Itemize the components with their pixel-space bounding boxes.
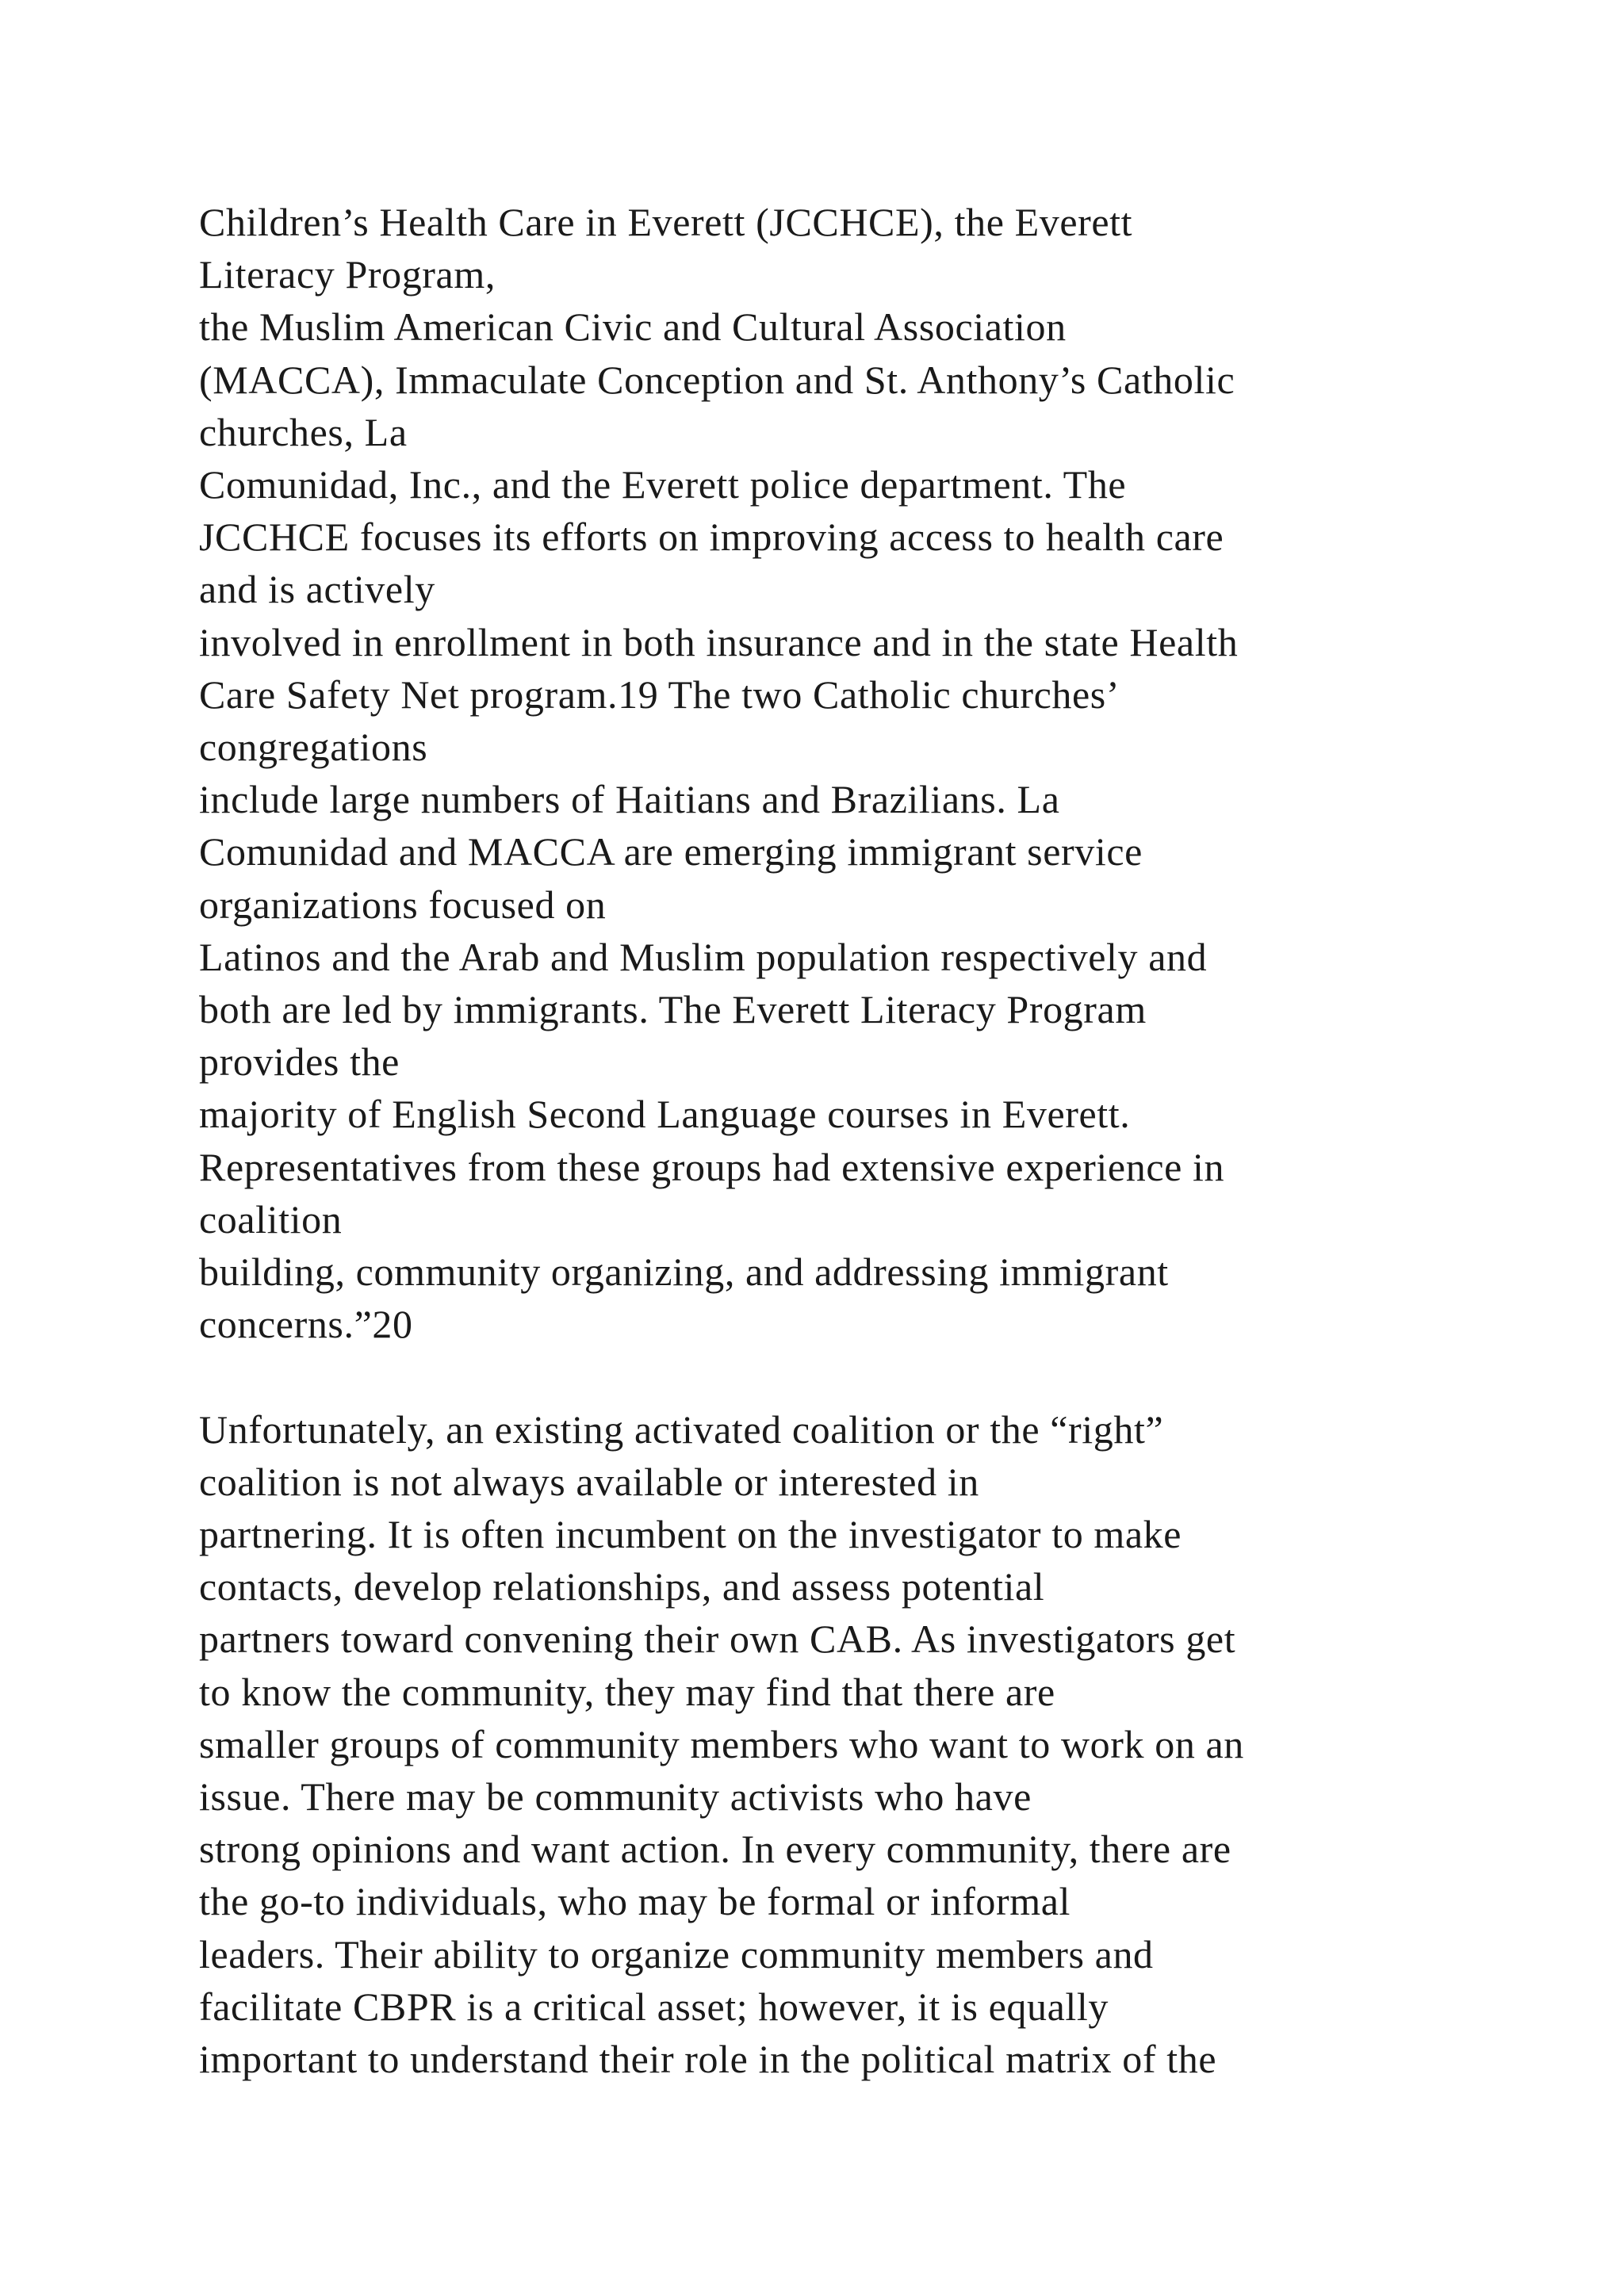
text-line: Comunidad and MACCA are emerging immigrant service bbox=[199, 829, 1143, 874]
text-line: both are led by immigrants. The Everett Literacy Program bbox=[199, 987, 1147, 1032]
text-line: facilitate CBPR is a critical asset; however, it is equally bbox=[199, 1984, 1109, 2029]
text-line: coalition is not always available or interested in bbox=[199, 1459, 979, 1504]
text-line: majority of English Second Language courses in Everett. bbox=[199, 1092, 1131, 1137]
text-line: contacts, develop relationships, and assess potential bbox=[199, 1564, 1045, 1609]
document-body bbox=[199, 196, 1468, 2085]
text-line: Literacy Program, bbox=[199, 252, 496, 297]
text-line: Comunidad, Inc., and the Everett police department. The bbox=[199, 462, 1127, 507]
text-line: the Muslim American Civic and Cultural Association bbox=[199, 304, 1067, 350]
text-line: partnering. It is often incumbent on the investigator to make bbox=[199, 1512, 1182, 1557]
paragraph-2 bbox=[199, 1403, 1468, 2086]
text-line: building, community organizing, and addressing immigrant bbox=[199, 1249, 1169, 1295]
text-line: organizations focused on bbox=[199, 882, 607, 927]
text-line: to know the community, they may find that there are bbox=[199, 1669, 1055, 1714]
text-line: provides the bbox=[199, 1039, 400, 1085]
text-line: smaller groups of community members who want to work on an bbox=[199, 1721, 1244, 1766]
text-line: leaders. Their ability to organize community members and bbox=[199, 1931, 1154, 1976]
text-line: the go-to individuals, who may be formal or informal bbox=[199, 1879, 1071, 1924]
text-line: Care Safety Net program.19 The two Catholic churches’ bbox=[199, 672, 1120, 717]
text-line: Representatives from these groups had extensive experience in bbox=[199, 1144, 1225, 1189]
text-line: (MACCA), Immaculate Conception and St. Anthony’s Catholic bbox=[199, 357, 1235, 402]
text-line: include large numbers of Haitians and Brazilians. La bbox=[199, 777, 1060, 822]
paragraph-spacer bbox=[199, 1350, 1468, 1402]
text-line: Latinos and the Arab and Muslim population respectively and bbox=[199, 934, 1208, 979]
text-line: and is actively bbox=[199, 567, 435, 612]
text-line: Children’s Health Care in Everett (JCCHCE), the Everett bbox=[199, 200, 1133, 244]
text-line: partners toward convening their own CAB. As investigators get bbox=[199, 1617, 1236, 1662]
text-line: congregations bbox=[199, 725, 428, 770]
text-line: concerns.”20 bbox=[199, 1302, 413, 1347]
paragraph-1 bbox=[199, 196, 1468, 1350]
text-line: churches, La bbox=[199, 409, 408, 454]
text-line: strong opinions and want action. In every community, there are bbox=[199, 1827, 1231, 1872]
text-line: coalition bbox=[199, 1196, 343, 1242]
text-line: important to understand their role in the political matrix of the bbox=[199, 2037, 1217, 2082]
text-line: issue. There may be community activists who have bbox=[199, 1774, 1032, 1820]
text-line: JCCHCE focuses its efforts on improving access to health care bbox=[199, 515, 1224, 560]
text-line: Unfortunately, an existing activated coalition or the “right” bbox=[199, 1406, 1164, 1452]
text-line: involved in enrollment in both insurance and in the state Health bbox=[199, 619, 1239, 664]
